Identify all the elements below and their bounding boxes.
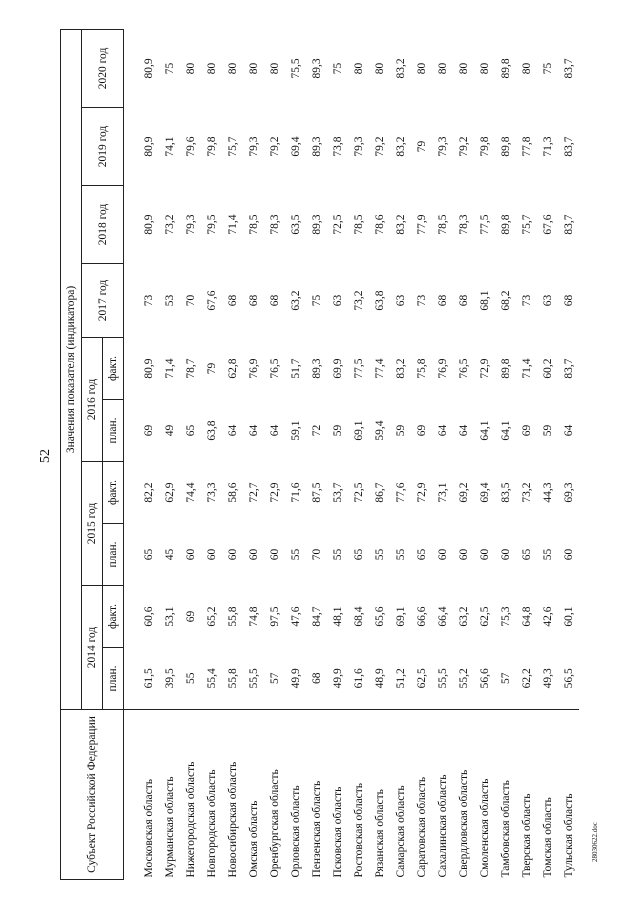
value-cell: 79,3	[352, 136, 365, 157]
value-cell: 59	[331, 424, 344, 437]
value-cell: 65	[142, 548, 155, 561]
value-cell: 75,7	[226, 136, 239, 157]
value-cell: 72,9	[478, 358, 491, 379]
value-cell: 68,1	[478, 290, 491, 311]
value-cell: 80	[415, 62, 428, 75]
value-cell: 64,1	[499, 420, 512, 441]
subject-name-cell: Псковская область	[331, 786, 344, 878]
value-cell: 69,1	[352, 420, 365, 441]
value-cell: 60,2	[541, 358, 554, 379]
value-cell: 68	[306, 648, 327, 710]
value-cell: 73	[415, 294, 428, 307]
table-row	[327, 29, 348, 879]
value-cell: 73,8	[331, 136, 344, 157]
value-cell: 60	[247, 548, 260, 561]
value-cell: 80	[226, 62, 239, 75]
value-cell: 78,5	[352, 214, 365, 235]
indicator-header: Значения показателя (индикатора)	[61, 29, 82, 709]
value-cell: 63,8	[373, 290, 386, 311]
subject-name-cell: Смоленская область	[478, 778, 491, 878]
value-cell: 72,9	[268, 482, 281, 503]
value-cell: 47,6	[289, 606, 302, 627]
value-cell: 76,5	[457, 358, 470, 379]
value-cell: 78,3	[268, 214, 281, 235]
value-cell: 77,5	[352, 358, 365, 379]
value-cell: 71,4	[163, 358, 176, 379]
value-cell: 72,7	[247, 482, 260, 503]
value-cell: 45	[163, 548, 176, 561]
value-cell: 82,2	[142, 482, 155, 503]
value-cell: 62,8	[226, 358, 239, 379]
value-cell: 80	[478, 62, 491, 75]
subject-name-cell: Новосибирская область	[226, 761, 239, 878]
value-cell: 89,3	[310, 136, 323, 157]
value-cell: 80	[457, 62, 470, 75]
value-cell: 53,1	[163, 606, 176, 627]
subject-name-cell: Омская область	[247, 800, 260, 878]
value-cell: 63,8	[205, 420, 218, 441]
value-cell: 79,6	[184, 136, 197, 157]
value-cell: 51,7	[289, 358, 302, 379]
fact-header: факт.	[103, 338, 124, 400]
value-cell: 83,5	[499, 482, 512, 503]
value-cell: 55	[289, 548, 302, 561]
value-cell: 64	[436, 424, 449, 437]
value-cell: 84,7	[310, 606, 323, 627]
value-cell: 69,3	[562, 482, 575, 503]
value-cell: 89,3	[310, 58, 323, 79]
value-cell: 64	[268, 424, 281, 437]
value-cell: 61,5	[124, 648, 160, 710]
value-cell: 55,4	[201, 648, 222, 710]
value-cell: 80	[373, 62, 386, 75]
plan-header: план.	[103, 400, 124, 462]
table-row	[243, 29, 264, 879]
value-cell: 76,9	[247, 358, 260, 379]
value-cell: 77,4	[373, 358, 386, 379]
value-cell: 79,3	[184, 214, 197, 235]
value-cell: 60	[457, 548, 470, 561]
value-cell: 49,3	[537, 648, 558, 710]
table-row	[516, 29, 537, 879]
table-row	[453, 29, 474, 879]
subject-name-cell: Мурманская область	[163, 776, 176, 878]
value-cell: 75,3	[499, 606, 512, 627]
value-cell: 69	[415, 424, 428, 437]
value-cell: 79,3	[436, 136, 449, 157]
value-cell: 73	[142, 294, 155, 307]
year-header-2019: 2019 год	[82, 108, 124, 186]
value-cell: 86,7	[373, 482, 386, 503]
value-cell: 60	[268, 548, 281, 561]
value-cell: 68	[226, 294, 239, 307]
value-cell: 79,8	[478, 136, 491, 157]
value-cell: 59,1	[289, 420, 302, 441]
table-row	[537, 29, 558, 879]
value-cell: 73,2	[520, 482, 533, 503]
table-row	[369, 29, 390, 879]
value-cell: 64	[247, 424, 260, 437]
value-cell: 80	[352, 62, 365, 75]
value-cell: 62,2	[516, 648, 537, 710]
value-cell: 68,2	[499, 290, 512, 311]
value-cell: 79	[205, 362, 218, 375]
value-cell: 73,3	[205, 482, 218, 503]
value-cell: 78,5	[436, 214, 449, 235]
table-row	[201, 29, 222, 879]
plan-header: план.	[103, 648, 124, 710]
value-cell: 76,5	[268, 358, 281, 379]
value-cell: 72,5	[331, 214, 344, 235]
value-cell: 80	[268, 62, 281, 75]
value-cell: 71,4	[520, 358, 533, 379]
value-cell: 83,2	[394, 58, 407, 79]
value-cell: 77,5	[478, 214, 491, 235]
value-cell: 65	[520, 548, 533, 561]
value-cell: 63,2	[289, 290, 302, 311]
year-header-2015: 2015 год	[82, 462, 103, 586]
value-cell: 62,5	[478, 606, 491, 627]
value-cell: 63	[331, 294, 344, 307]
value-cell: 62,9	[163, 482, 176, 503]
value-cell: 59	[394, 424, 407, 437]
value-cell: 60	[184, 548, 197, 561]
value-cell: 80,9	[142, 136, 155, 157]
value-cell: 65	[352, 548, 365, 561]
value-cell: 79,2	[268, 136, 281, 157]
value-cell: 89,8	[499, 136, 512, 157]
value-cell: 89,8	[499, 58, 512, 79]
value-cell: 60	[226, 548, 239, 561]
value-cell: 77,6	[394, 482, 407, 503]
value-cell: 49,9	[285, 648, 306, 710]
table-row	[180, 29, 201, 879]
value-cell: 89,8	[499, 214, 512, 235]
value-cell: 55,5	[243, 648, 264, 710]
value-cell: 77,9	[415, 214, 428, 235]
value-cell: 80	[205, 62, 218, 75]
value-cell: 55	[180, 648, 201, 710]
value-cell: 55,8	[226, 606, 239, 627]
value-cell: 64	[457, 424, 470, 437]
year-header-2018: 2018 год	[82, 186, 124, 264]
value-cell: 48,1	[331, 606, 344, 627]
subject-name-cell: Тамбовская область	[499, 780, 512, 878]
value-cell: 67,6	[205, 290, 218, 311]
year-header-2017: 2017 год	[82, 264, 124, 338]
value-cell: 61,6	[348, 648, 369, 710]
value-cell: 78,7	[184, 358, 197, 379]
value-cell: 75	[331, 62, 344, 75]
value-cell: 51,2	[390, 648, 411, 710]
value-cell: 71,6	[289, 482, 302, 503]
value-cell: 72,5	[352, 482, 365, 503]
value-cell: 55,5	[432, 648, 453, 710]
table-row	[390, 29, 411, 879]
value-cell: 64,1	[478, 420, 491, 441]
plan-header: план.	[103, 524, 124, 586]
year-header-2014: 2014 год	[82, 586, 103, 710]
value-cell: 68	[562, 294, 575, 307]
value-cell: 53,7	[331, 482, 344, 503]
value-cell: 80	[520, 62, 533, 75]
table-row	[264, 29, 285, 879]
value-cell: 83,7	[562, 358, 575, 379]
subject-name-cell: Московская область	[142, 778, 155, 878]
subject-name-cell: Свердловская область	[457, 769, 470, 878]
value-cell: 73,2	[163, 214, 176, 235]
value-cell: 68	[436, 294, 449, 307]
value-cell: 55	[541, 548, 554, 561]
table-row	[285, 29, 306, 879]
value-cell: 59,4	[373, 420, 386, 441]
value-cell: 97,5	[268, 606, 281, 627]
value-cell: 63,5	[289, 214, 302, 235]
table-row	[558, 29, 579, 879]
value-cell: 89,3	[310, 214, 323, 235]
value-cell: 68,4	[352, 606, 365, 627]
value-cell: 60,1	[562, 606, 575, 627]
value-cell: 60,6	[142, 606, 155, 627]
value-cell: 80	[436, 62, 449, 75]
subject-name-cell: Новгородская область	[205, 769, 218, 878]
table-row	[222, 29, 243, 879]
value-cell: 60	[205, 548, 218, 561]
table-row	[159, 29, 180, 879]
subject-name-cell: Тверская область	[520, 793, 533, 878]
value-cell: 83,7	[562, 214, 575, 235]
value-cell: 79	[415, 140, 428, 153]
value-cell: 75	[310, 294, 323, 307]
value-cell: 57	[495, 648, 516, 710]
value-cell: 73,2	[352, 290, 365, 311]
value-cell: 73,1	[436, 482, 449, 503]
value-cell: 69,1	[394, 606, 407, 627]
value-cell: 71,4	[226, 214, 239, 235]
value-cell: 87,5	[310, 482, 323, 503]
value-cell: 63	[394, 294, 407, 307]
value-cell: 67,6	[541, 214, 554, 235]
subject-name-cell: Пензенская область	[310, 780, 323, 878]
subject-name-cell: Нижегородская область	[184, 761, 197, 878]
table-row	[495, 29, 516, 879]
value-cell: 83,7	[562, 136, 575, 157]
value-cell: 83,7	[562, 58, 575, 79]
table-row	[432, 29, 453, 879]
value-cell: 75,5	[289, 58, 302, 79]
subject-name-cell: Орловская область	[289, 785, 302, 878]
value-cell: 83,2	[394, 214, 407, 235]
value-cell: 79,3	[247, 136, 260, 157]
value-cell: 56,6	[474, 648, 495, 710]
value-cell: 59	[541, 424, 554, 437]
value-cell: 76,9	[436, 358, 449, 379]
value-cell: 71,3	[541, 136, 554, 157]
value-cell: 64	[562, 424, 575, 437]
year-header-2016: 2016 год	[82, 338, 103, 462]
value-cell: 60	[436, 548, 449, 561]
value-cell: 60	[499, 548, 512, 561]
value-cell: 72	[310, 424, 323, 437]
value-cell: 75,7	[520, 214, 533, 235]
value-cell: 78,3	[457, 214, 470, 235]
value-cell: 70	[184, 294, 197, 307]
value-cell: 65	[415, 548, 428, 561]
value-cell: 55	[373, 548, 386, 561]
value-cell: 77,8	[520, 136, 533, 157]
value-cell: 68	[247, 294, 260, 307]
value-cell: 55	[394, 548, 407, 561]
value-cell: 49,9	[327, 648, 348, 710]
value-cell: 80,9	[142, 358, 155, 379]
fact-header: факт.	[103, 462, 124, 524]
indicator-table	[60, 29, 579, 880]
value-cell: 39,5	[159, 648, 180, 710]
value-cell: 53	[163, 294, 176, 307]
value-cell: 69,4	[478, 482, 491, 503]
value-cell: 57	[264, 648, 285, 710]
value-cell: 80,9	[142, 58, 155, 79]
value-cell: 55,2	[453, 648, 474, 710]
value-cell: 64	[226, 424, 239, 437]
table-row	[411, 29, 432, 879]
value-cell: 79,8	[205, 136, 218, 157]
value-cell: 62,5	[411, 648, 432, 710]
value-cell: 55,8	[222, 648, 243, 710]
value-cell: 42,6	[541, 606, 554, 627]
subject-name-cell: Самарская область	[394, 785, 407, 878]
value-cell: 65,2	[205, 606, 218, 627]
value-cell: 80	[247, 62, 260, 75]
value-cell: 74,4	[184, 482, 197, 503]
rotated-table-container	[60, 30, 620, 880]
value-cell: 73	[520, 294, 533, 307]
value-cell: 66,4	[436, 606, 449, 627]
subject-name-cell: Оренбургская область	[268, 769, 281, 878]
value-cell: 69	[184, 610, 197, 623]
table-row	[348, 29, 369, 879]
subject-name-cell: Тульская область	[562, 793, 575, 878]
value-cell: 74,8	[247, 606, 260, 627]
value-cell: 69,9	[331, 358, 344, 379]
value-cell: 79,5	[205, 214, 218, 235]
value-cell: 69	[520, 424, 533, 437]
value-cell: 69	[142, 424, 155, 437]
table-body	[124, 29, 580, 879]
value-cell: 79,2	[457, 136, 470, 157]
value-cell: 56,5	[558, 648, 579, 710]
value-cell: 69,4	[289, 136, 302, 157]
value-cell: 48,9	[369, 648, 390, 710]
value-cell: 78,5	[247, 214, 260, 235]
value-cell: 80,9	[142, 214, 155, 235]
subject-name-cell: Сахалинская область	[436, 774, 449, 878]
subject-name-cell: Ростовская область	[352, 782, 365, 878]
value-cell: 66,6	[415, 606, 428, 627]
fact-header: факт.	[103, 586, 124, 648]
footer-filename: 28030622.doc	[591, 822, 599, 862]
value-cell: 58,6	[226, 482, 239, 503]
value-cell: 79,2	[373, 136, 386, 157]
value-cell: 64,8	[520, 606, 533, 627]
value-cell: 83,2	[394, 358, 407, 379]
table-row	[306, 29, 327, 879]
value-cell: 65,6	[373, 606, 386, 627]
value-cell: 74,1	[163, 136, 176, 157]
value-cell: 60	[478, 548, 491, 561]
value-cell: 75,8	[415, 358, 428, 379]
value-cell: 63,2	[457, 606, 470, 627]
value-cell: 70	[310, 548, 323, 561]
subject-name-cell: Рязанская область	[373, 789, 386, 878]
subject-header: Субъект Российской Федерации	[61, 710, 124, 880]
value-cell: 49	[163, 424, 176, 437]
table-row	[124, 29, 160, 879]
value-cell: 68	[268, 294, 281, 307]
value-cell: 60	[562, 548, 575, 561]
table-row	[474, 29, 495, 879]
value-cell: 80	[184, 62, 197, 75]
value-cell: 72,9	[415, 482, 428, 503]
subject-name-cell: Саратовская область	[415, 776, 428, 878]
subject-name-cell: Томская область	[541, 797, 554, 878]
value-cell: 89,3	[310, 358, 323, 379]
value-cell: 89,8	[499, 358, 512, 379]
year-header-2020: 2020 год	[82, 29, 124, 107]
page-number: 52	[38, 449, 53, 463]
value-cell: 75	[541, 62, 554, 75]
value-cell: 83,2	[394, 136, 407, 157]
value-cell: 44,3	[541, 482, 554, 503]
value-cell: 78,6	[373, 214, 386, 235]
value-cell: 75	[163, 62, 176, 75]
value-cell: 69,2	[457, 482, 470, 503]
value-cell: 63	[541, 294, 554, 307]
value-cell: 55	[331, 548, 344, 561]
value-cell: 65	[184, 424, 197, 437]
value-cell: 68	[457, 294, 470, 307]
